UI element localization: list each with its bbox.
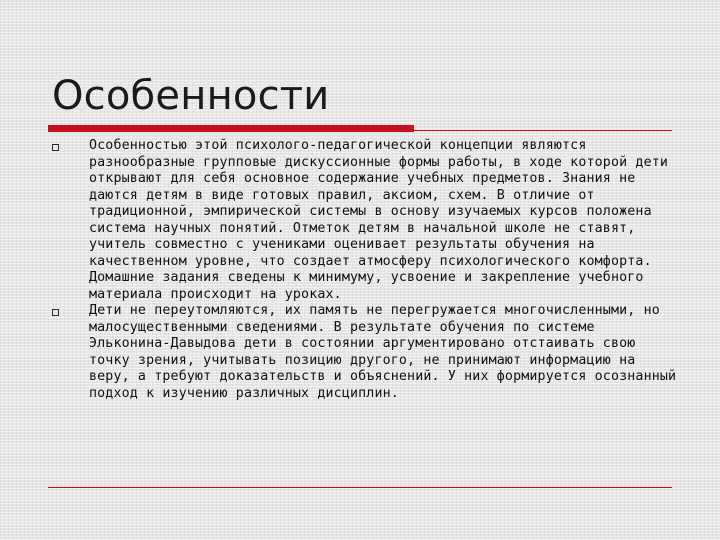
title-divider-thin <box>414 130 672 131</box>
bullet-item <box>52 138 677 303</box>
bullet-text: Особенностью этой психолого-педагогической концепции являются разнообразные групповые дискуссионные формы работы, в ходе которой дети открывают для себя основное содержание учебных предметов. Знания не даются детям в виде готовых правил, аксиом, схем. В отличие от традиционной, эмпирической системы в основу изучаемых курсов положена система научных понятий. Отметок детям в начальной школе не ставят, учитель совместно с учениками оценивает результаты обучения на качественном уровне, что создает атмосферу психологического комфорта. Домашние задания сведены к минимуму, усвоение и закрепление учебного материала происходит на уроках. <box>89 138 669 302</box>
bottom-divider <box>48 487 672 488</box>
hollow-square-icon <box>52 309 59 316</box>
title-divider <box>48 125 672 135</box>
bullet-list <box>52 138 677 402</box>
bullet-text: Дети не переутомляются, их память не перегружается многочисленными, но малосущественными сведениями. В результате обучения по системе Эльконина-Давыдова дети в состоянии аргументировано отстаивать свою точку зрения, учитывать позицию другого, не принимают информацию на веру, а требуют доказательств и объяснений. У них формируется осознанный подход к изучению различных дисциплин. <box>89 303 677 401</box>
slide-title: Особенности <box>52 73 330 119</box>
title-divider-thick <box>48 125 414 132</box>
hollow-square-icon <box>52 144 59 151</box>
bullet-item <box>52 303 677 402</box>
